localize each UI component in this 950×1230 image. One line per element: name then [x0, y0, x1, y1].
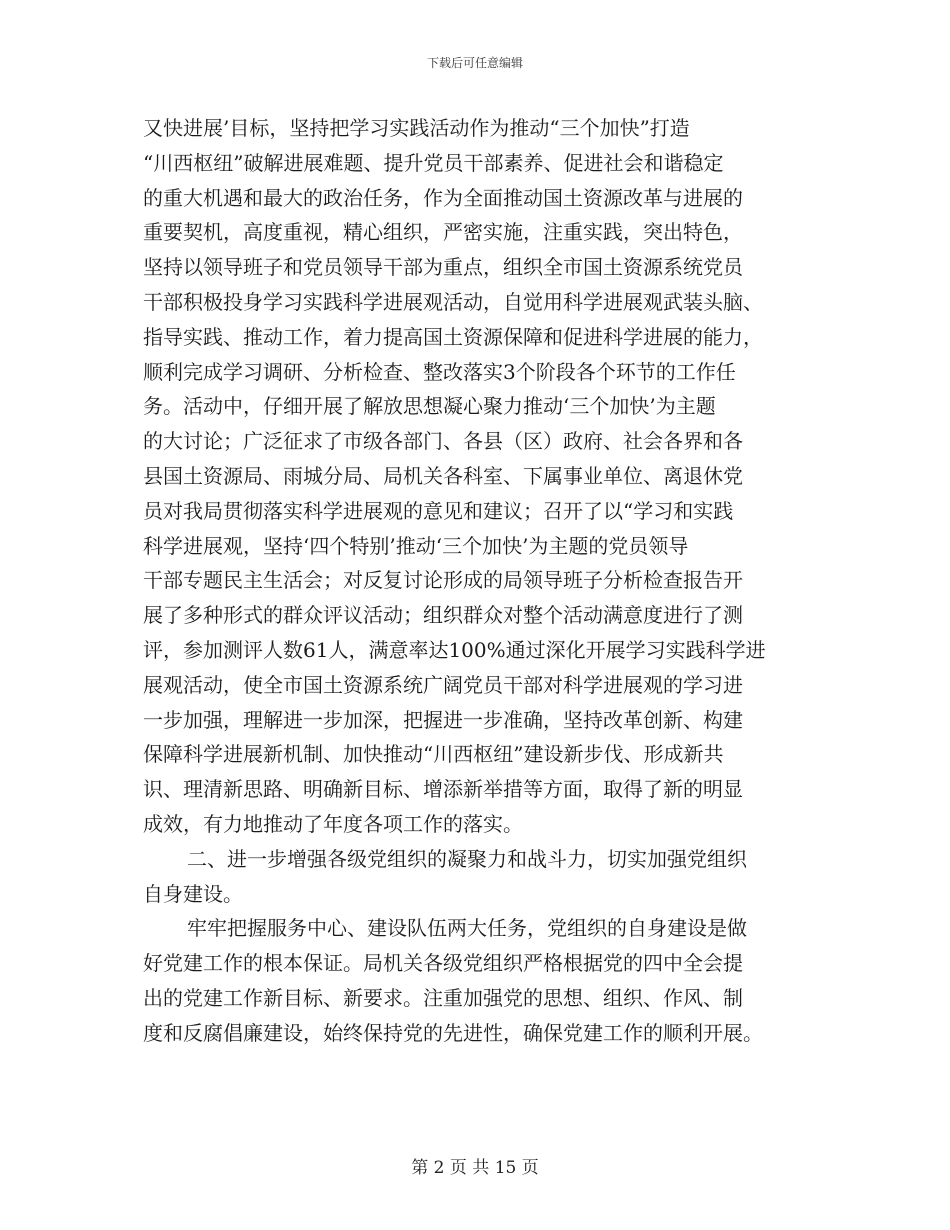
- text-line: 展了多种形式的群众评议活动；组织群众对整个活动满意度进行了测: [143, 603, 743, 628]
- text-line: 识、理清新思路、明确新目标、增添新举措等方面，取得了新的明显: [143, 777, 743, 802]
- text-line: 好党建工作的根本保证。局机关各级党组织严格根据党的四中全会提: [143, 951, 743, 976]
- text-line: 重要契机，高度重视，精心组织，严密实施，注重实践，突出特色，: [143, 220, 743, 245]
- text-line: 干部专题民主生活会；对反复讨论形成的局领导班子分析检查报告开: [143, 568, 743, 593]
- text-line: 指导实践、推动工作，着力提高国土资源保障和促进科学进展的能力，: [143, 324, 763, 349]
- text-line: 度和反腐倡廉建设，始终保持党的先进性，确保党建工作的顺利开展。: [143, 1020, 763, 1045]
- paragraph-start-line: 牢牢把握服务中心、建设队伍两大任务，党组织的自身建设是做: [187, 916, 747, 941]
- text-line: 的重大机遇和最大的政治任务，作为全面推动国土资源改革与进展的: [143, 185, 743, 210]
- text-line: 评，参加测评人数61人，满意率达100%通过深化开展学习实践科学进: [143, 637, 766, 662]
- section-heading-continued: 自身建设。: [143, 881, 243, 906]
- text-line: 县国土资源局、雨城分局、局机关各科室、下属事业单位、离退休党: [143, 463, 743, 488]
- text-line: 成效，有力地推动了年度各项工作的落实。: [143, 811, 523, 836]
- text-line: 务。活动中，仔细开展了解放思想凝心聚力推动‘三个加快’为主题: [143, 394, 716, 419]
- document-body: [143, 111, 811, 1051]
- text-line: 展观活动，使全市国土资源系统广阔党员干部对科学进展观的学习进: [143, 672, 743, 697]
- text-line: 一步加强，理解进一步加深，把握进一步准确，坚持改革创新、构建: [143, 707, 743, 732]
- text-line: 又快进展’目标，坚持把学习实践活动作为推动“三个加快”打造: [143, 116, 690, 140]
- section-heading: 二、进一步增强各级党组织的凝聚力和战斗力，切实加强党组织: [187, 846, 747, 871]
- text-line: 干部积极投身学习实践科学进展观活动，自觉用科学进展观武装头脑、: [143, 289, 763, 314]
- text-line: 保障科学进展新机制、加快推动“川西枢纽”建设新步伐、形成新共: [143, 742, 724, 767]
- text-line: “川西枢纽”破解进展难题、提升党员干部素养、促进社会和谐稳定: [143, 150, 724, 175]
- text-line: 出的党建工作新目标、新要求。注重加强党的思想、组织、作风、制: [143, 985, 743, 1010]
- text-line: 员对我局贯彻落实科学进展观的意见和建议；召开了以“学习和实践: [143, 498, 734, 523]
- text-line: 的大讨论；广泛征求了市级各部门、各县（区）政府、社会各界和各: [143, 429, 743, 454]
- page-header: 下载后可任意编辑: [426, 56, 523, 70]
- text-line: 顺利完成学习调研、分析检查、整改落实3个阶段各个环节的工作任: [143, 359, 736, 384]
- text-line: 坚持以领导班子和党员领导干部为重点，组织全市国土资源系统党员: [143, 255, 743, 280]
- page-footer: 第 2 页 共 15 页: [411, 1158, 539, 1178]
- text-line: 科学进展观，坚持‘四个特别’推动‘三个加快’为主题的党员领导: [143, 533, 689, 558]
